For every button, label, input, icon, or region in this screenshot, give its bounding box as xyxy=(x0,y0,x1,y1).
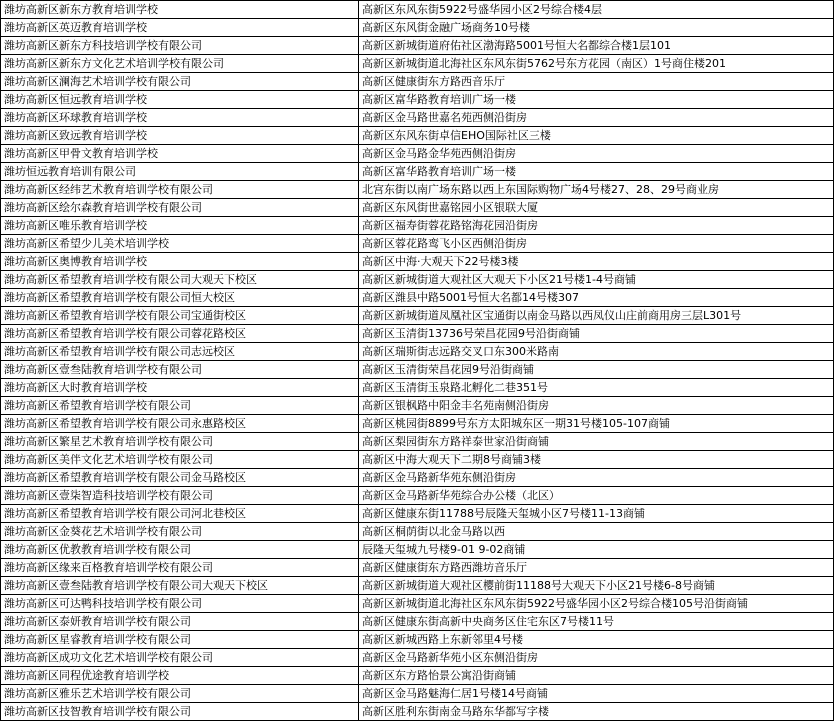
address-cell[interactable]: 高新区玉清街13736号荣昌花园9号沿街商铺 xyxy=(359,325,834,343)
address-cell[interactable]: 高新区富华路教育培训广场一楼 xyxy=(359,163,834,181)
table-row xyxy=(1,19,834,37)
table-row xyxy=(1,433,834,451)
address-cell[interactable]: 高新区中海大观天下二期8号商铺3楼 xyxy=(359,451,834,469)
address-cell[interactable]: 高新区新城街道大观社区大观天下小区21号楼1-4号商铺 xyxy=(359,271,834,289)
table-row xyxy=(1,109,834,127)
address-cell[interactable]: 高新区桃园街8899号东方太阳城东区一期31号楼105-107商铺 xyxy=(359,415,834,433)
table-row xyxy=(1,55,834,73)
table-body xyxy=(1,1,834,721)
address-cell[interactable]: 高新区蓉花路鸾飞小区西侧沿街房 xyxy=(359,235,834,253)
table-row xyxy=(1,667,834,685)
school-name-cell[interactable]: 潍坊高新区希望教育培训学校有限公司 xyxy=(1,397,359,415)
address-cell[interactable]: 高新区金马路金华苑西侧沿街房 xyxy=(359,145,834,163)
address-cell[interactable]: 高新区东风街金融广场商务10号楼 xyxy=(359,19,834,37)
table-row xyxy=(1,127,834,145)
school-name-cell[interactable]: 潍坊高新区希望教育培训学校有限公司宝通街校区 xyxy=(1,307,359,325)
school-name-cell[interactable]: 潍坊恒远教育培训有限公司 xyxy=(1,163,359,181)
table-row xyxy=(1,523,834,541)
school-name-cell[interactable]: 潍坊高新区澜海艺术培训学校有限公司 xyxy=(1,73,359,91)
table-row xyxy=(1,289,834,307)
table-row xyxy=(1,415,834,433)
address-cell[interactable]: 高新区梨园街东方路祥泰世家沿街商铺 xyxy=(359,433,834,451)
school-name-cell[interactable]: 潍坊高新区缘来百格教育培训学校有限公司 xyxy=(1,559,359,577)
school-name-cell[interactable]: 潍坊高新区希望教育培训学校有限公司大观天下校区 xyxy=(1,271,359,289)
table-row xyxy=(1,271,834,289)
school-name-cell[interactable]: 潍坊高新区可达鸭科技培训学校有限公司 xyxy=(1,595,359,613)
school-name-cell[interactable]: 潍坊高新区泰妍教育培训学校有限公司 xyxy=(1,613,359,631)
school-name-cell[interactable]: 潍坊高新区金葵花艺术培训学校有限公司 xyxy=(1,523,359,541)
address-cell[interactable]: 高新区玉清街荣昌花园9号沿街商铺 xyxy=(359,361,834,379)
table-row xyxy=(1,487,834,505)
table-row xyxy=(1,253,834,271)
school-name-cell[interactable]: 潍坊高新区美伴文化艺术培训学校有限公司 xyxy=(1,451,359,469)
table-row xyxy=(1,595,834,613)
school-name-cell[interactable]: 潍坊高新区英迈教育培训学校 xyxy=(1,19,359,37)
table-row xyxy=(1,649,834,667)
table-row xyxy=(1,541,834,559)
address-cell[interactable]: 高新区金马路新华苑东侧沿街房 xyxy=(359,469,834,487)
school-name-cell[interactable]: 潍坊高新区优教教育培训学校有限公司 xyxy=(1,541,359,559)
table-row xyxy=(1,361,834,379)
address-cell[interactable]: 高新区银枫路中阳金丰名苑南侧沿街房 xyxy=(359,397,834,415)
school-name-cell[interactable]: 潍坊高新区同程优途教育培训学校 xyxy=(1,667,359,685)
address-cell[interactable]: 高新区新城街道北海社区东风东街5922号盛华园小区2号综合楼105号沿街商铺 xyxy=(359,595,834,613)
address-cell[interactable]: 高新区东风街世嘉铭园小区银联大厦 xyxy=(359,199,834,217)
table-row xyxy=(1,181,834,199)
school-name-cell[interactable]: 潍坊高新区新东方科技培训学校有限公司 xyxy=(1,37,359,55)
school-name-cell[interactable]: 潍坊高新区成功文化艺术培训学校有限公司 xyxy=(1,649,359,667)
table-row xyxy=(1,307,834,325)
address-cell[interactable]: 高新区富华路教育培训广场一楼 xyxy=(359,91,834,109)
school-name-cell[interactable]: 潍坊高新区雅乐艺术培训学校有限公司 xyxy=(1,685,359,703)
school-name-cell[interactable]: 潍坊高新区新东方文化艺术培训学校有限公司 xyxy=(1,55,359,73)
address-cell[interactable]: 高新区瑞斯街志远路交叉口东300米路南 xyxy=(359,343,834,361)
address-cell[interactable]: 高新区桐荫街以北金马路以西 xyxy=(359,523,834,541)
table-row xyxy=(1,325,834,343)
table-row xyxy=(1,613,834,631)
table-row xyxy=(1,505,834,523)
school-name-cell[interactable]: 潍坊高新区经纬艺术教育培训学校有限公司 xyxy=(1,181,359,199)
table-row xyxy=(1,1,834,19)
table-row xyxy=(1,469,834,487)
address-cell[interactable]: 高新区玉清街玉泉路北孵化二巷351号 xyxy=(359,379,834,397)
address-cell[interactable]: 高新区健康东街高新中央商务区住宅东区7号楼11号 xyxy=(359,613,834,631)
table-row xyxy=(1,685,834,703)
school-name-cell[interactable]: 潍坊高新区恒远教育培训学校 xyxy=(1,91,359,109)
school-name-cell[interactable]: 潍坊高新区唯乐教育培训学校 xyxy=(1,217,359,235)
school-name-cell[interactable]: 潍坊高新区大时教育培训学校 xyxy=(1,379,359,397)
address-cell[interactable]: 高新区福寿街蓉花路铭海花园沿街房 xyxy=(359,217,834,235)
school-name-cell[interactable]: 潍坊高新区绘尔森教育培训学校有限公司 xyxy=(1,199,359,217)
table-row xyxy=(1,451,834,469)
address-cell[interactable]: 高新区中海·大观天下22号楼3楼 xyxy=(359,253,834,271)
school-name-cell[interactable]: 潍坊高新区希望教育培训学校有限公司永惠路校区 xyxy=(1,415,359,433)
address-cell[interactable]: 辰隆天玺城九号楼9-01 9-02商铺 xyxy=(359,541,834,559)
address-cell[interactable]: 高新区金马路新华苑小区东侧沿街房 xyxy=(359,649,834,667)
table-row xyxy=(1,577,834,595)
address-cell[interactable]: 高新区健康东街11788号辰隆天玺城小区7号楼11-13商铺 xyxy=(359,505,834,523)
address-cell[interactable]: 高新区新城西路上东新邻里4号楼 xyxy=(359,631,834,649)
school-name-cell[interactable]: 潍坊高新区甲骨文教育培训学校 xyxy=(1,145,359,163)
address-cell[interactable]: 高新区健康街东方路西音乐厅 xyxy=(359,73,834,91)
table-row xyxy=(1,379,834,397)
address-cell[interactable]: 高新区东风东街5922号盛华园小区2号综合楼4层 xyxy=(359,1,834,19)
address-cell[interactable]: 高新区金马路世嘉名苑西侧沿街房 xyxy=(359,109,834,127)
school-name-cell[interactable]: 潍坊高新区希望少儿美术培训学校 xyxy=(1,235,359,253)
school-name-cell[interactable]: 潍坊高新区奥博教育培训学校 xyxy=(1,253,359,271)
table-row xyxy=(1,199,834,217)
table-row xyxy=(1,703,834,721)
table-row xyxy=(1,145,834,163)
school-name-cell[interactable]: 潍坊高新区希望教育培训学校有限公司金马路校区 xyxy=(1,469,359,487)
school-name-cell[interactable]: 潍坊高新区繁星艺术教育培训学校有限公司 xyxy=(1,433,359,451)
table-row xyxy=(1,235,834,253)
school-name-cell[interactable]: 潍坊高新区星睿教育培训学校有限公司 xyxy=(1,631,359,649)
address-cell[interactable]: 高新区新城街道大观社区樱前街11188号大观天下小区21号楼6-8号商铺 xyxy=(359,577,834,595)
table-row xyxy=(1,559,834,577)
school-name-cell[interactable]: 潍坊高新区希望教育培训学校有限公司河北巷校区 xyxy=(1,505,359,523)
school-name-cell[interactable]: 潍坊高新区希望教育培训学校有限公司志远校区 xyxy=(1,343,359,361)
school-name-cell[interactable]: 潍坊高新区新东方教育培训学校 xyxy=(1,1,359,19)
address-cell[interactable]: 高新区新城街道北海社区东风东街5762号东方花园（南区）1号商住楼201 xyxy=(359,55,834,73)
table-row xyxy=(1,73,834,91)
school-name-cell[interactable]: 潍坊高新区环球教育培训学校 xyxy=(1,109,359,127)
table-row xyxy=(1,91,834,109)
school-name-cell[interactable]: 潍坊高新区壹叁陆教育培训学校有限公司 xyxy=(1,361,359,379)
address-cell[interactable]: 高新区东方路怡景公寓沿街商铺 xyxy=(359,667,834,685)
address-cell[interactable]: 北宫东街以南广场东路以西上东国际购物广场4号楼27、28、29号商业房 xyxy=(359,181,834,199)
table-row xyxy=(1,343,834,361)
address-cell[interactable]: 高新区胜利东街南金马路东华都写字楼 xyxy=(359,703,834,721)
address-cell[interactable]: 高新区潍县中路5001号恒大名都14号楼307 xyxy=(359,289,834,307)
address-cell[interactable]: 高新区金马路魅海仁居1号楼14号商铺 xyxy=(359,685,834,703)
table-row xyxy=(1,631,834,649)
table-row xyxy=(1,397,834,415)
address-cell[interactable]: 高新区金马路新华苑综合办公楼（北区） xyxy=(359,487,834,505)
address-cell[interactable]: 高新区健康街东方路西潍坊音乐厅 xyxy=(359,559,834,577)
school-name-cell[interactable]: 潍坊高新区致远教育培训学校 xyxy=(1,127,359,145)
school-name-cell[interactable]: 潍坊高新区希望教育培训学校有限公司蓉花路校区 xyxy=(1,325,359,343)
table-row xyxy=(1,217,834,235)
school-name-cell[interactable]: 潍坊高新区技智教育培训学校有限公司 xyxy=(1,703,359,721)
school-name-cell[interactable]: 潍坊高新区壹叁陆教育培训学校有限公司大观天下校区 xyxy=(1,577,359,595)
address-cell[interactable]: 高新区新城街道凤凰社区宝通街以南金马路以西凤仪山庄前商用房三层L301号 xyxy=(359,307,834,325)
school-name-cell[interactable]: 潍坊高新区希望教育培训学校有限公司恒大校区 xyxy=(1,289,359,307)
table-row xyxy=(1,37,834,55)
address-cell[interactable]: 高新区新城街道府佑社区渤海路5001号恒大名都综合楼1层101 xyxy=(359,37,834,55)
address-cell[interactable]: 高新区东风东街卓信EHO国际社区三楼 xyxy=(359,127,834,145)
table-row xyxy=(1,163,834,181)
school-name-cell[interactable]: 潍坊高新区壹柒智造科技培训学校有限公司 xyxy=(1,487,359,505)
